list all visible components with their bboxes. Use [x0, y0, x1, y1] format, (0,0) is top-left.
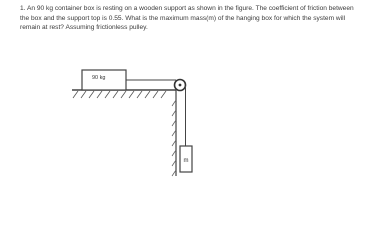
support-hatching [73, 91, 166, 98]
hanging-box-label: m [183, 158, 189, 164]
question-text: 1. An 90 kg container box is resting on a wooden support as shown in the figure. The coefficient of friction between the box and the support top is 0.55. What is the maximum mass(m) of the hanging box for which the system will remain at rest? Assuming frictionless pulley. [20, 5, 354, 32]
pulley-axle-icon [179, 84, 182, 87]
container-box-label: 90 kg [92, 75, 106, 81]
